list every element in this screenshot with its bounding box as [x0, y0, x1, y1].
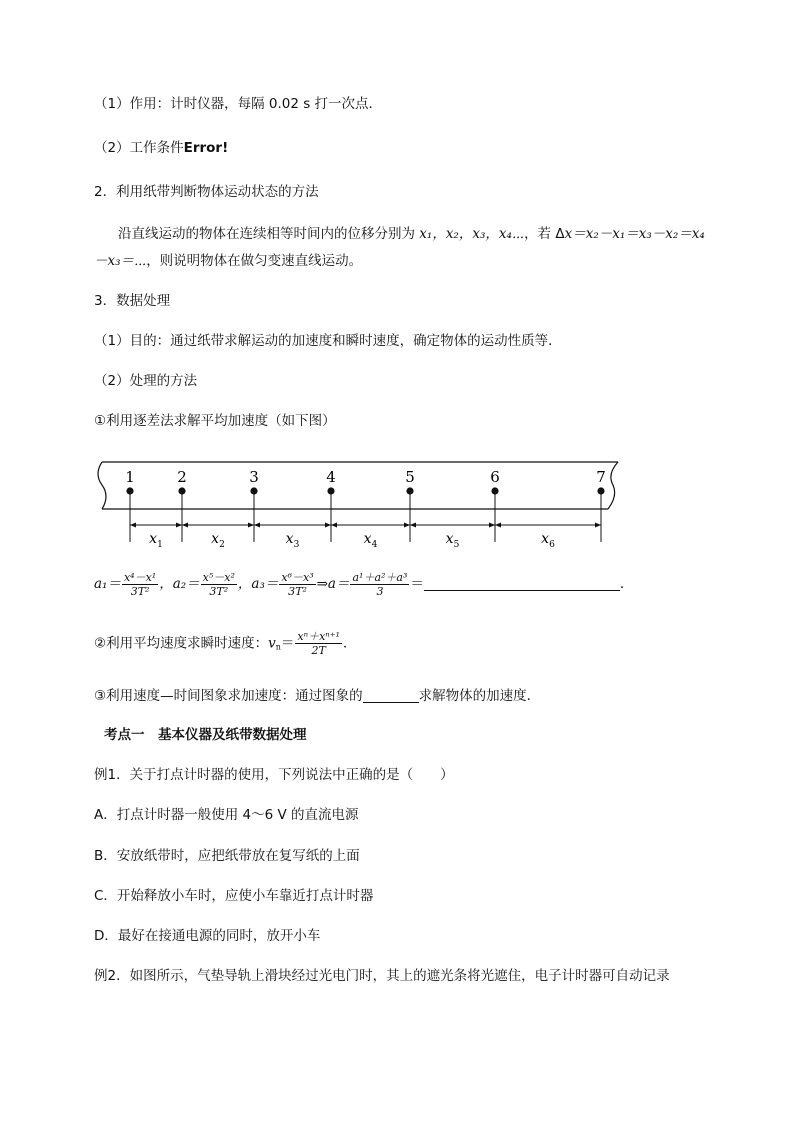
example2-stem: 例2．如图所示，气垫导轨上滑块经过光电门时，其上的遮光条将光遮住，电子计时器可自动记录 [94, 968, 670, 984]
a-average-numerator: a¹＋a²＋a³ [352, 571, 408, 584]
method3-prefix: ③利用速度—时间图象求加速度：通过图象的 [94, 688, 363, 704]
vt-graph-line [94, 686, 540, 706]
arrowhead-x6 [595, 523, 601, 528]
point-label-5: 5 [405, 468, 415, 486]
arrowhead-x2 [182, 523, 188, 528]
arrowhead-x5 [410, 523, 416, 528]
option-d: D．最好在接通电源的同时，放开小车 [94, 928, 321, 944]
arrowhead-x5 [489, 523, 495, 528]
a2-fraction [201, 571, 237, 598]
a-average-fraction [350, 571, 409, 598]
a-average-denominator: 3 [376, 585, 384, 598]
option-a: A．打点计时器一般使用 4～6 V 的直流电源 [94, 807, 359, 823]
delta-x-equation: x＝x₂－x₁＝x₃－x₂＝x₄ [564, 226, 705, 242]
answer-blank-acceleration [424, 576, 620, 591]
paper-tape-diagram [90, 452, 630, 552]
exam-point-heading: 考点一 基本仪器及纸带数据处理 [104, 727, 307, 743]
answer-blank-slope [363, 688, 419, 703]
a2-numerator: x⁵－x² [202, 571, 235, 584]
segment-label-x5: $x_5$ [445, 531, 460, 550]
a-period: ． [619, 576, 634, 592]
v-subscript: n [275, 642, 281, 652]
working-condition-label: （2）工作条件 [94, 140, 184, 156]
section3-heading: 3．数据处理 [94, 293, 171, 309]
arrowhead-x1 [130, 523, 136, 528]
a3-lhs: ，a₃＝ [237, 576, 279, 592]
a1-lhs: a₁＝ [94, 576, 121, 592]
example1-stem: 例1．关于打点计时器的使用，下列说法中正确的是（ ） [94, 767, 454, 783]
instantaneous-velocity-line [94, 630, 356, 658]
successive-difference-text: ①利用逐差法求解平均加速度（如下图） [94, 413, 336, 429]
point-label-7: 7 [596, 468, 606, 486]
a3-denominator: 3T² [288, 585, 307, 598]
v-fraction [295, 630, 342, 657]
segment-label-x4: $x_4$ [363, 531, 378, 550]
v-period: ． [342, 635, 357, 652]
a2-denominator: 3T² [209, 585, 229, 598]
arrowhead-x1 [176, 523, 182, 528]
v-equals: ＝ [280, 635, 295, 652]
option-b: B．安放纸带时，应把纸带放在复写纸的上面 [94, 848, 360, 864]
point-label-2: 2 [177, 468, 187, 486]
tape-outline [98, 462, 618, 509]
segment-label-x2: $x_2$ [211, 531, 225, 550]
a1-denominator: 3T² [130, 585, 150, 598]
arrowhead-x4 [404, 523, 410, 528]
arrowhead-x2 [248, 523, 254, 528]
v-numerator: xⁿ＋xⁿ⁺¹ [297, 630, 340, 643]
point-label-6: 6 [490, 468, 500, 486]
section2-line1-mid: ，若 Δ [524, 226, 565, 242]
a1-fraction [122, 571, 158, 598]
method3-suffix: 求解物体的加速度． [418, 688, 541, 704]
option-c: C．开始释放小车时，应使小车靠近打点计时器 [94, 888, 374, 904]
segment-label-x6: $x_6$ [541, 531, 555, 550]
a3-numerator: x⁶－x³ [281, 571, 314, 584]
section2-line2 [94, 251, 362, 271]
point-label-1: 1 [125, 468, 135, 486]
purpose-text: （1）目的：通过纸带求解运动的加速度和瞬时速度，确定物体的运动性质等． [94, 333, 562, 349]
displacement-vars: x₁，x₂，x₃，x₄⋯ [419, 226, 525, 242]
method-heading: （2）处理的方法 [94, 373, 198, 389]
arrowhead-x4 [331, 523, 337, 528]
working-condition-line [94, 138, 228, 158]
section2-line1-text: 沿直线运动的物体在连续相等时间内的位移分别为 [118, 226, 420, 242]
acceleration-formula-line [94, 571, 633, 598]
a-equals: ＝ [410, 576, 424, 592]
section2-line2-text: ，则说明物体在做匀变速直线运动。 [146, 253, 363, 269]
implies-a: ⇒a＝ [316, 576, 350, 592]
v-denominator: 2T [311, 644, 326, 657]
delta-x-equation-cont: －x₃＝⋯ [94, 253, 147, 269]
point-label-3: 3 [249, 468, 259, 486]
segment-label-x3: $x_3$ [285, 531, 300, 550]
timer-function-text: （1）作用：计时仪器，每隔 0.02 s 打一次点． [94, 96, 383, 112]
method2-text: ②利用平均速度求瞬时速度： [94, 635, 269, 652]
a3-fraction [279, 571, 315, 598]
segment-label-x1: $x_1$ [149, 531, 163, 550]
arrowhead-x3 [254, 523, 260, 528]
section2-heading: 2．利用纸带判断物体运动状态的方法 [94, 184, 319, 200]
a2-lhs: ，a₂＝ [159, 576, 200, 592]
section2-line1 [118, 224, 705, 244]
v-symbol: v [268, 635, 276, 652]
error-text: Error! [183, 140, 229, 156]
arrowhead-x3 [325, 523, 331, 528]
a1-numerator: x⁴－x¹ [123, 571, 157, 584]
point-label-4: 4 [326, 468, 336, 486]
arrowhead-x6 [495, 523, 501, 528]
